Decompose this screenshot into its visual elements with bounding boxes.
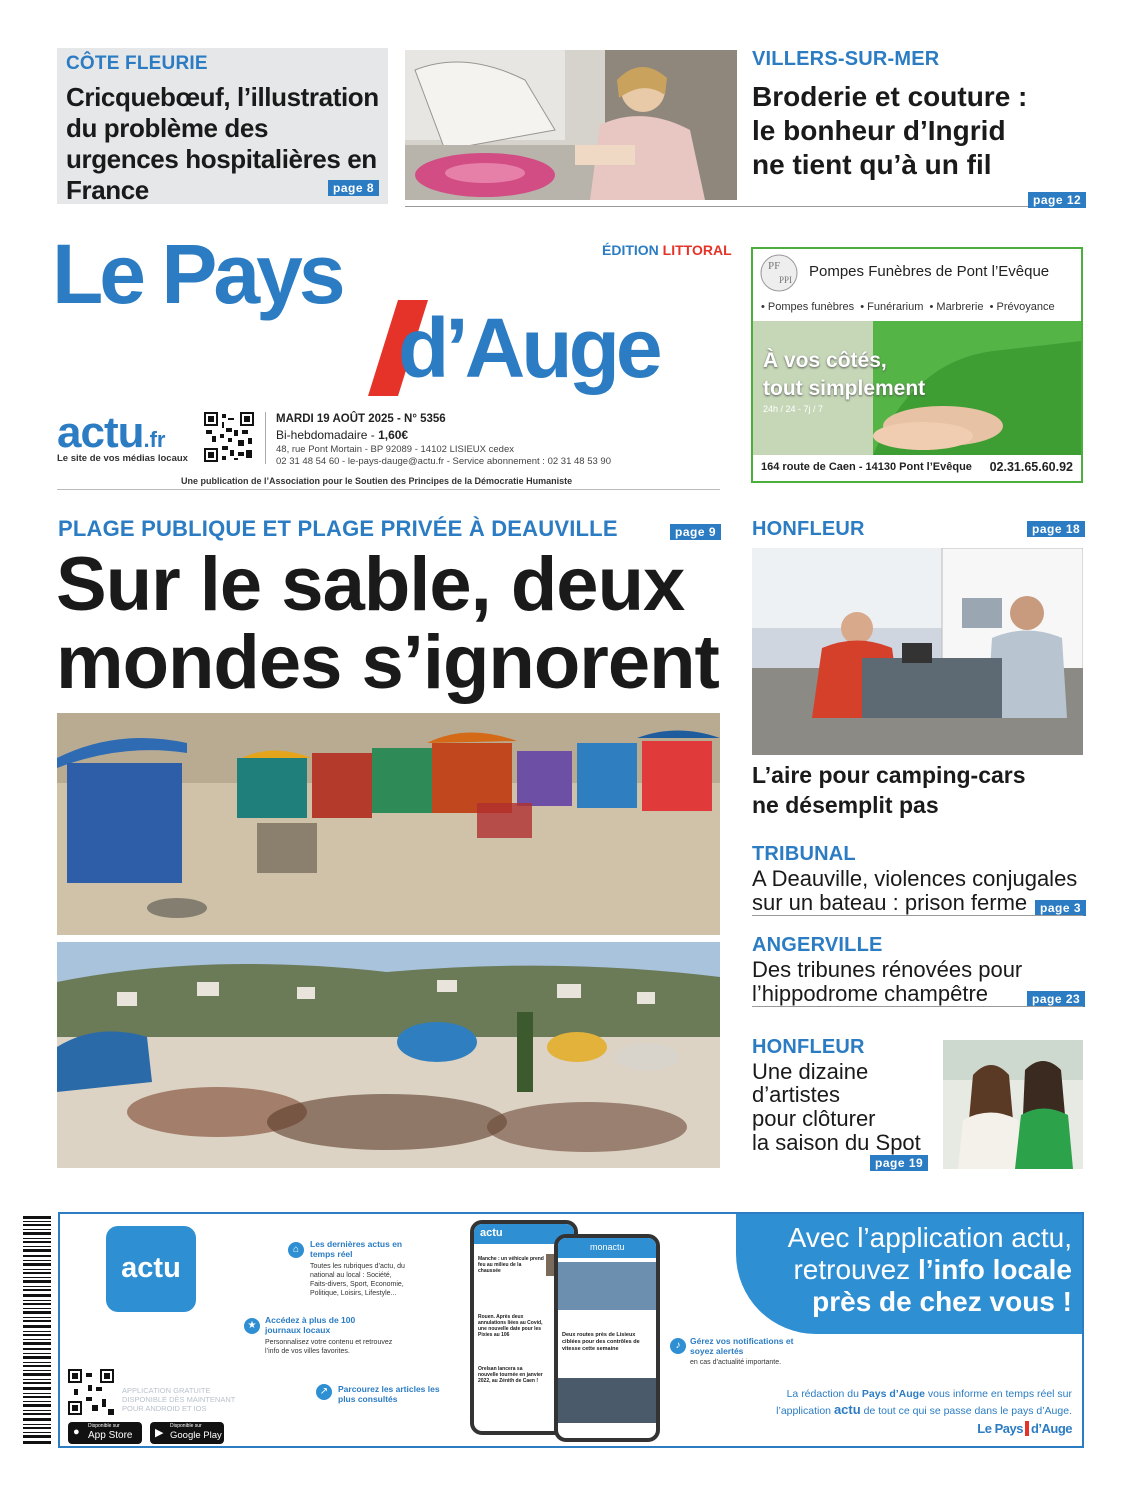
home-icon: ⌂ (288, 1242, 304, 1258)
masthead-title-line2: d’Auge (398, 301, 659, 395)
honfleur2-headline-1[interactable]: Une dizaine (752, 1059, 869, 1084)
tribunal-headline-1[interactable]: A Deauville, violences conjugales (752, 866, 1078, 891)
feature3-title: Parcourez les articles les plus consultés (338, 1384, 440, 1404)
qr-code[interactable] (204, 412, 254, 462)
ad-funeral[interactable] (751, 247, 1083, 483)
honfleur1-headline-1[interactable]: L’aire pour camping-cars (752, 762, 1026, 788)
barcode (23, 1216, 51, 1444)
phone1-item1: Manche : un véhicule prend feu au milieu de la chaussée (478, 1256, 544, 1274)
redaction-prefix: La rédaction du (786, 1388, 862, 1400)
main-headline-2[interactable]: mondes s’ignorent (56, 620, 719, 705)
price: 1,60€ (378, 428, 409, 442)
honfleur2-headline-2[interactable]: d’artistes (752, 1082, 841, 1107)
teaser-kicker: VILLERS-SUR-MER (752, 48, 940, 70)
photo-camping-cars-art (752, 548, 1083, 755)
googleplay-label: Google Play (170, 1430, 222, 1441)
page-badge[interactable]: page 18 (1027, 521, 1085, 537)
teaser-cote-fleurie[interactable] (57, 48, 388, 204)
edition-name: LITTORAL (662, 242, 732, 258)
redaction-line2-a: l’application (776, 1405, 834, 1417)
redaction-line1 (787, 1388, 1072, 1400)
page-badge[interactable]: page 8 (328, 180, 379, 196)
tribunal-headline-2[interactable]: sur un bateau : prison ferme (752, 890, 1028, 915)
masthead-title-line1: Le Pays (52, 227, 342, 321)
mini-logo-2: d’Auge (1025, 1421, 1072, 1436)
page-badge[interactable]: page 3 (1035, 900, 1086, 916)
edition-label (602, 242, 732, 258)
apple-icon: ● (73, 1426, 80, 1438)
appstore-label: App Store (88, 1430, 133, 1441)
ad-logo-letters: PF (768, 260, 781, 272)
photo-public-beach-art (57, 942, 720, 1168)
honfleur2-headline-3[interactable]: pour clôturer (752, 1106, 876, 1131)
edition-prefix: ÉDITION (602, 242, 663, 258)
page-badge[interactable]: page 12 (1028, 192, 1086, 208)
photo-public-beach (57, 942, 720, 1168)
teaser-headline-3: ne tient qu’à un fil (752, 149, 992, 180)
photo-artists (943, 1040, 1083, 1169)
mini-logo (977, 1420, 1072, 1438)
actu-app-icon-label: actu (121, 1252, 181, 1284)
banner-line1: Avec l’application actu, (787, 1222, 1072, 1253)
main-kicker: PLAGE PUBLIQUE ET PLAGE PRIVÉE À DEAUVILLE (58, 516, 618, 541)
ad-hours: 24h / 24 - 7j / 7 (763, 404, 824, 414)
feature4-title: Gérez vos notifications et soyez alertés (690, 1336, 794, 1356)
honfleur1-kicker: HONFLEUR (752, 518, 865, 540)
phone1-item2: Rouen. Après deux annulations liées au Covid, une nouvelle date pour les Pixies au 106 (478, 1314, 543, 1338)
ad-slogan-1: À vos côtés, (763, 349, 887, 372)
mini-logo-1: Le Pays (977, 1421, 1023, 1436)
publisher-line: Une publication de l’Association pour le Soutien des Principes de la Démocratie Humaniste (181, 476, 573, 486)
actu-tagline: Le site de vos médias locaux (57, 453, 188, 464)
ad-phone[interactable]: 02.31.65.60.92 (989, 460, 1073, 474)
divider (752, 1006, 1083, 1007)
photo-private-beach (57, 713, 720, 935)
feature1-title: Les dernières actus en temps réel (310, 1239, 403, 1259)
page-badge[interactable]: page 9 (670, 524, 721, 540)
phone2-header (558, 1238, 656, 1258)
bell-icon: ♪ (670, 1338, 686, 1354)
googleplay-small: Disponible sur (170, 1423, 202, 1429)
feature1-text: Toutes les rubriques d’actu, du national au local : Société, Faits-divers, Sport, Economie, Politique, Loisirs, Lifestyle... (310, 1263, 405, 1297)
main-headline-1[interactable]: Sur le sable, deux (56, 542, 685, 627)
feature4-text: en cas d’actualité importante. (690, 1359, 782, 1366)
tribunal-kicker: TRIBUNAL (752, 843, 856, 865)
teaser-kicker: CÔTE FLEURIE (66, 53, 208, 74)
actu-logo[interactable] (57, 408, 165, 458)
redaction-app: actu (833, 1402, 861, 1417)
feature2-text: Personnalisez votre contenu et retrouvez l’info de vos villes favorites. (265, 1339, 393, 1355)
page-badge[interactable]: page 23 (1027, 991, 1085, 1007)
phone2-image2 (558, 1378, 656, 1423)
ad-services: • Pompes funèbres • Funérarium • Marbrerie • Prévoyance (761, 301, 1055, 313)
divider (57, 489, 720, 490)
ad-slogan-2: tout simplement (763, 377, 926, 400)
phone1-header-text: actu (480, 1227, 503, 1239)
frequency: Bi-hebdomadaire - (276, 428, 379, 442)
ad-logo-sub: PPI (779, 275, 793, 285)
play-icon: ▶ (155, 1427, 164, 1439)
contacts: 02 31 48 54 60 - le-pays-dauge@actu.fr - Service abonnement : 02 31 48 53 90 (276, 456, 611, 467)
appstore-small: Disponible sur (88, 1423, 120, 1429)
trending-icon: ↗ (316, 1384, 332, 1400)
phone2-item1: Deux routes près de Lisieux ciblées pour des contrôles de vitesse cette semaine (562, 1332, 640, 1352)
banner-line2-a: retrouvez (793, 1254, 918, 1285)
redaction-mid: vous informe en temps réel sur (924, 1388, 1072, 1400)
ad-address: 164 route de Caen - 14130 Pont l’Evêque (761, 461, 972, 473)
phone2-image (558, 1262, 656, 1310)
honfleur1-headline-2[interactable]: ne désemplit pas (752, 792, 939, 818)
teaser-headline-1: Broderie et couture : (752, 81, 1028, 112)
masthead-divider (265, 412, 266, 464)
app-promo[interactable] (58, 1212, 1084, 1448)
divider (752, 915, 1083, 916)
issue-frequency-line (276, 428, 408, 442)
page-badge[interactable]: page 19 (870, 1155, 928, 1171)
phone2-header-text: monactu (590, 1242, 625, 1252)
redaction-paper: Pays d’Auge (861, 1388, 925, 1400)
photo-artists-art (943, 1040, 1083, 1169)
divider (405, 206, 1083, 207)
actu-logo-tld: .fr (143, 427, 166, 452)
actu-logo-text: actu (57, 408, 144, 457)
angerville-headline-2[interactable]: l’hippodrome champêtre (752, 981, 989, 1006)
teaser-headline-2: le bonheur d’Ingrid (752, 115, 1006, 146)
honfleur2-headline-4[interactable]: la saison du Spot (752, 1130, 921, 1155)
actu-app-icon[interactable] (106, 1226, 196, 1312)
redaction-line2-b: de tout ce qui se passe dans le pays d’Auge. (860, 1405, 1072, 1417)
feature2-title: Accédez à plus de 100 journaux locaux (265, 1315, 356, 1335)
photo-embroidery (405, 50, 737, 200)
qr-code-art (204, 412, 254, 462)
appstore-button[interactable] (68, 1422, 142, 1444)
address: 48, rue Pont Mortain - BP 92089 - 14102 LISIEUX cedex (276, 444, 514, 455)
phone-mockup-2 (554, 1234, 660, 1442)
teaser-villers[interactable] (752, 48, 1084, 208)
store-text: APPLICATION GRATUITE DISPONIBLE DÈS MAINTENANT POUR ANDROID ET IOS (122, 1386, 236, 1413)
banner-line2-b: l’info locale (917, 1254, 1072, 1285)
ad-title: Pompes Funèbres de Pont l’Evêque (809, 263, 1050, 280)
phone1-item3: Orelsan lancera sa nouvelle tournée en janvier 2022, au Zénith de Caen ! (478, 1366, 543, 1384)
angerville-kicker: ANGERVILLE (752, 934, 883, 956)
angerville-headline-1[interactable]: Des tribunes rénovées pour (752, 957, 1023, 982)
photo-private-beach-art (57, 713, 720, 935)
issue-date: MARDI 19 AOÛT 2025 - N° 5356 (276, 413, 446, 425)
photo-camping-cars (752, 548, 1083, 755)
honfleur2-kicker: HONFLEUR (752, 1036, 865, 1058)
photo-embroidery-art (405, 50, 737, 200)
redaction-line2 (776, 1402, 1072, 1417)
teaser-headline: Cricquebœuf, l’illustration du problème des urgences hospitalières en France (66, 82, 379, 205)
store-qr-code[interactable] (68, 1369, 114, 1415)
banner-line2 (793, 1254, 1072, 1286)
banner-line3: près de chez vous ! (812, 1286, 1072, 1317)
googleplay-button[interactable] (150, 1422, 224, 1444)
ad-logo (759, 253, 805, 293)
star-icon: ★ (244, 1318, 260, 1334)
